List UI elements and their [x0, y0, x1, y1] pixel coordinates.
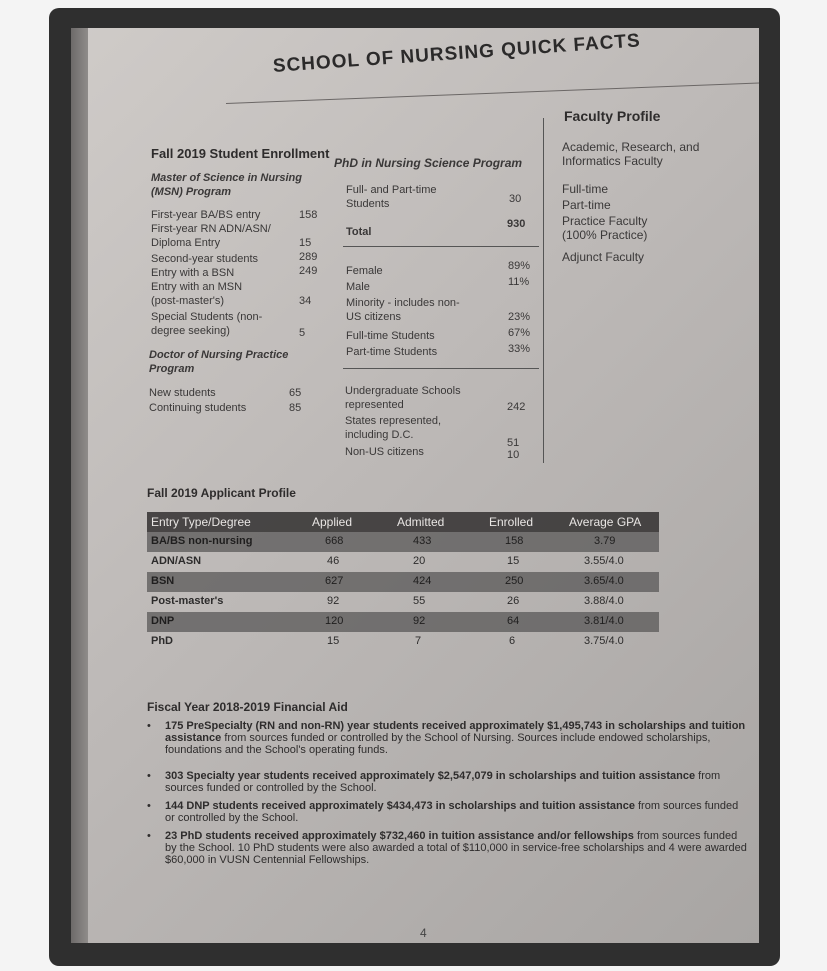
- msn-label-5: Special Students (non-degree seeking): [151, 311, 263, 337]
- msn-label-4: Entry with an MSN (post-master's): [151, 281, 243, 307]
- applicant-table-header: [147, 512, 659, 532]
- demo-label-3: Full-time Students: [346, 330, 435, 342]
- msn-value-3: 249: [299, 265, 318, 277]
- cell-type: Post-master's: [151, 595, 224, 607]
- cell-applied: 15: [327, 635, 340, 647]
- applicant-heading: Fall 2019 Applicant Profile: [147, 486, 296, 500]
- bullet-icon: •: [147, 830, 151, 842]
- col-applied: Applied: [312, 515, 353, 529]
- table-row: [147, 612, 659, 632]
- col-gpa: Average GPA: [569, 515, 642, 529]
- demo-label-2: Minority - includes non-US citizens: [346, 297, 460, 323]
- msn-heading: Master of Science in Nursing (MSN) Program: [151, 172, 302, 198]
- aid-bullet-1-bold: 303 Specialty year students received approximately $2,547,079 in scholarships and tuition assistance: [165, 770, 696, 782]
- phd-value-0: 30: [509, 193, 522, 205]
- left-margin: [0, 0, 30, 971]
- msn-label-2: Second-year students: [151, 253, 259, 265]
- msn-value-1: 15: [299, 237, 312, 249]
- faculty-item-0: Academic, Research, and Informatics Faculty: [562, 140, 700, 168]
- cell-enrolled: 15: [507, 555, 520, 567]
- dnp-label-0: New students: [149, 387, 216, 399]
- phd-divider: [343, 246, 539, 247]
- cell-enrolled: 250: [505, 575, 524, 587]
- origin-value-1: 51: [507, 437, 520, 449]
- demo-value-4: 33%: [508, 343, 531, 355]
- cell-enrolled: 26: [507, 595, 520, 607]
- demo-label-4: Part-time Students: [346, 346, 438, 358]
- cell-admitted: 55: [413, 595, 426, 607]
- demo-divider: [343, 368, 539, 369]
- cell-type: BSN: [151, 575, 175, 587]
- cell-admitted: 92: [413, 615, 426, 627]
- column-divider: [543, 118, 544, 463]
- cell-type: BA/BS non-nursing: [151, 535, 253, 547]
- cell-type: PhD: [151, 635, 173, 647]
- aid-bullet-3-rest: from sources funded by the School. 10 PhD students were also awarded a total of $110,000 in service-free scholarships and 4 were awarded $60,000 in VUSN Centennial Fellowships.: [165, 830, 747, 866]
- cell-admitted: 433: [413, 535, 432, 547]
- table-row: [147, 552, 659, 572]
- cell-enrolled: 158: [505, 535, 524, 547]
- aid-bullet-3: [147, 830, 747, 890]
- cell-applied: 668: [325, 535, 344, 547]
- faculty-item-4: Adjunct Faculty: [562, 250, 645, 264]
- col-enrolled: Enrolled: [489, 515, 534, 529]
- dnp-value-0: 65: [289, 387, 302, 399]
- cell-applied: 46: [327, 555, 340, 567]
- msn-label-0: First-year BA/BS entry: [151, 209, 261, 221]
- cell-enrolled: 6: [509, 635, 516, 647]
- cell-applied: 120: [325, 615, 344, 627]
- demo-value-0: 89%: [508, 260, 531, 272]
- msn-value-5: 5: [299, 327, 306, 339]
- enrollment-heading: Fall 2019 Student Enrollment: [151, 146, 330, 161]
- cell-admitted: 20: [413, 555, 426, 567]
- demo-label-1: Male: [346, 281, 370, 293]
- msn-label-3: Entry with a BSN: [151, 267, 235, 279]
- header-rule: [226, 80, 759, 104]
- cell-admitted: 424: [413, 575, 432, 587]
- cell-gpa: 3.55/4.0: [584, 555, 624, 567]
- aid-bullet-2-rest: from sources funded or controlled by the School.: [165, 800, 739, 824]
- dnp-label-1: Continuing students: [149, 402, 247, 414]
- page-number: 4: [420, 926, 427, 940]
- table-row: [147, 532, 659, 552]
- table-row: [147, 592, 659, 612]
- faculty-item-1: Full-time: [562, 182, 609, 196]
- msn-value-0: 158: [299, 209, 318, 221]
- origin-value-0: 242: [507, 401, 526, 413]
- faculty-item-3: Practice Faculty (100% Practice): [562, 214, 648, 242]
- col-entry: Entry Type/Degree: [151, 515, 251, 529]
- phd-value-1: 930: [507, 218, 526, 230]
- phd-heading: PhD in Nursing Science Program: [334, 156, 523, 170]
- dnp-heading: Doctor of Nursing Practice Program: [149, 349, 289, 375]
- origin-value-2: 10: [507, 449, 520, 461]
- aid-bullet-0: [147, 720, 747, 772]
- cell-gpa: 3.79: [594, 535, 616, 547]
- cell-gpa: 3.88/4.0: [584, 595, 624, 607]
- bullet-icon: •: [147, 800, 151, 812]
- page-title: SCHOOL OF NURSING QUICK FACTS: [272, 30, 642, 77]
- origin-label-2: Non-US citizens: [345, 446, 424, 458]
- origin-label-0: Undergraduate Schools represented: [345, 385, 461, 411]
- aid-bullet-0-bold: 175 PreSpecialty (RN and non-RN) year students received approximately $1,495,743 in scholarships and tuition assistance: [165, 720, 746, 744]
- cell-gpa: 3.75/4.0: [584, 635, 624, 647]
- cell-admitted: 7: [415, 635, 422, 647]
- msn-value-4: 34: [299, 295, 312, 307]
- aid-bullet-3-bold: 23 PhD students received approximately $732,460 in tuition assistance and/or fellowships: [165, 830, 634, 842]
- adjacent-page-edge: [71, 28, 88, 943]
- aid-bullet-2-bold: 144 DNP students received approximately $434,473 in scholarships and tuition assistance: [165, 800, 635, 812]
- msn-value-2: 289: [299, 251, 318, 263]
- aid-bullet-0-rest: from sources funded or controlled by the School of Nursing. Sources include endowed scholarships, foundations and the School's operating funds.: [165, 732, 711, 756]
- cell-type: DNP: [151, 615, 175, 627]
- right-margin: [799, 0, 827, 971]
- table-row: [147, 572, 659, 592]
- aid-heading: Fiscal Year 2018-2019 Financial Aid: [147, 700, 348, 714]
- bullet-icon: •: [147, 720, 151, 732]
- phd-label-0: Full- and Part-time Students: [346, 184, 437, 210]
- origin-label-1: States represented, including D.C.: [345, 415, 442, 441]
- cell-applied: 92: [327, 595, 340, 607]
- demo-label-0: Female: [346, 265, 383, 277]
- demo-value-3: 67%: [508, 327, 531, 339]
- col-admitted: Admitted: [397, 515, 445, 529]
- faculty-heading: Faculty Profile: [564, 108, 661, 124]
- dnp-value-1: 85: [289, 402, 302, 414]
- faculty-item-2: Part-time: [562, 198, 611, 212]
- cell-applied: 627: [325, 575, 344, 587]
- cell-enrolled: 64: [507, 615, 520, 627]
- demo-value-1: 11%: [508, 276, 530, 288]
- phd-label-1: Total: [346, 226, 372, 238]
- cell-gpa: 3.81/4.0: [584, 615, 624, 627]
- table-row: [147, 632, 659, 652]
- bullet-icon: •: [147, 770, 151, 782]
- cell-type: ADN/ASN: [151, 555, 202, 567]
- cell-gpa: 3.65/4.0: [584, 575, 624, 587]
- aid-bullet-1-rest: from sources funded or controlled by the School.: [165, 770, 721, 794]
- document-page: [71, 28, 759, 943]
- demo-value-2: 23%: [508, 311, 531, 323]
- applicant-table: [147, 512, 659, 652]
- msn-label-1: First-year RN ADN/ASN/ Diploma Entry: [151, 223, 271, 249]
